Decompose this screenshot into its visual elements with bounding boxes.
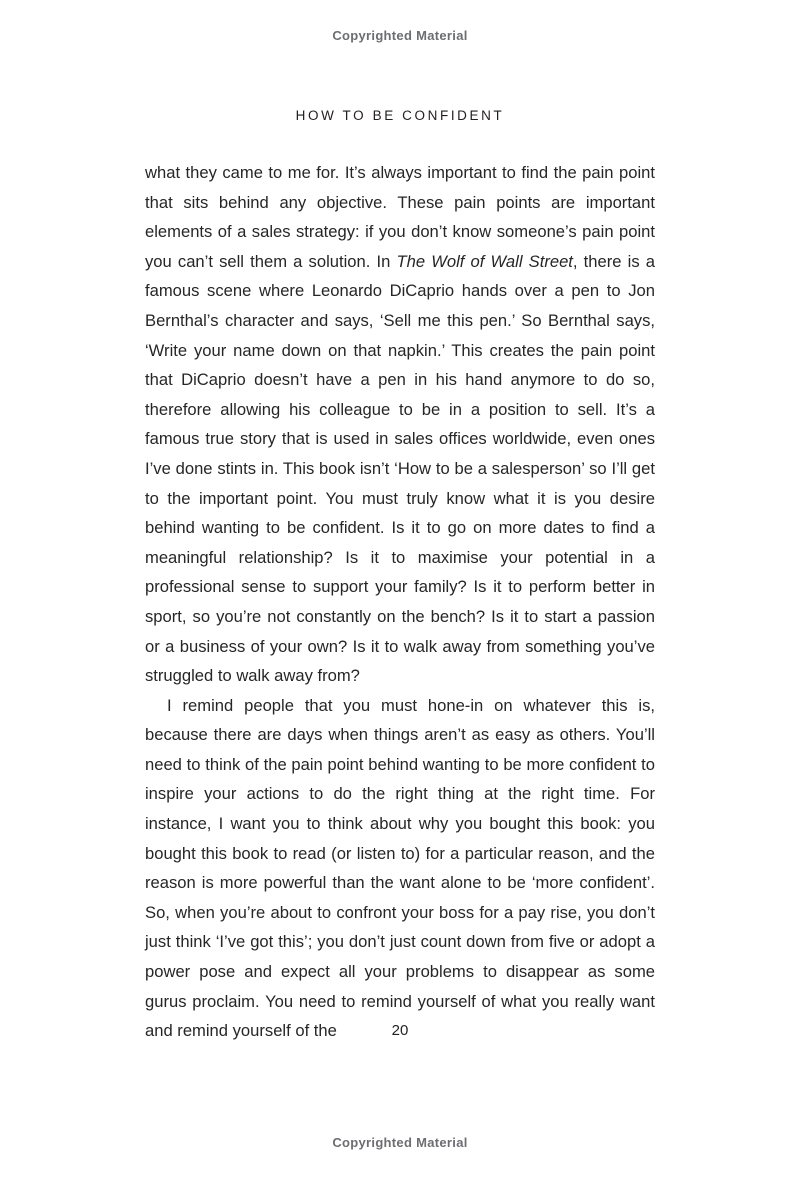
copyright-notice-bottom: Copyrighted Material: [332, 1135, 468, 1150]
running-head: HOW TO BE CONFIDENT: [295, 108, 505, 123]
body-text: [145, 158, 655, 1046]
italic-text: The Wolf of Wall Street: [396, 251, 573, 271]
text-segment: , there is a famous scene where Leonardo DiCaprio hands over a pen to Jon Bernthal’s character and says, ‘Sell me this pen.’ So Bernthal says, ‘Write your name down on that napkin.’ This creates the pain point that DiCaprio doesn’t have a pen in his hand anymore to do so, therefore allowing his colleague to be in a position to sell. It’s a famous true story that is used in sales offices worldwide, even ones I’ve done stints in. This book isn’t ‘How to be a salesperson’ so I’ll get to the important point. You must truly know what it is you desire behind wanting to be confident. Is it to go on more dates to find a meaningful relationship? Is it to maximise your potential in a professional sense to support your family? Is it to perform better in sport, so you’re not constantly on the bench? Is it to start a passion or a business of your own? Is it to walk away from something you’ve struggled to walk away from?: [145, 251, 655, 686]
paragraph: [145, 158, 655, 691]
text-segment: what they came to me for. It’s always important to find the pain point that sits behind any objective. These pain points are important elements of a sales strategy: if you don’t know someone’s pain point you can’t sell them a solution. In: [145, 163, 655, 271]
page-number: 20: [391, 1022, 409, 1039]
text-segment: I remind people that you must hone-in on whatever this is, because there are days when things aren’t as easy as others. You’ll need to think of the pain point behind wanting to be more confident to inspire your actions to do the right thing at the right time. For instance, I want you to think about why you bought this book: you bought this book to read (or listen to) for a particular reason, and the reason is more powerful than the want alone to be ‘more confident’. So, when you’re about to confront your boss for a pay rise, you don’t just think ‘I’ve got this’; you don’t just count down from five or adopt a power pose and expect all your problems to disappear as some gurus proclaim. You need to remind yourself of what you really want and remind yourself of the: [145, 695, 655, 1041]
paragraph: [145, 691, 655, 1046]
copyright-notice-top: Copyrighted Material: [332, 28, 468, 43]
